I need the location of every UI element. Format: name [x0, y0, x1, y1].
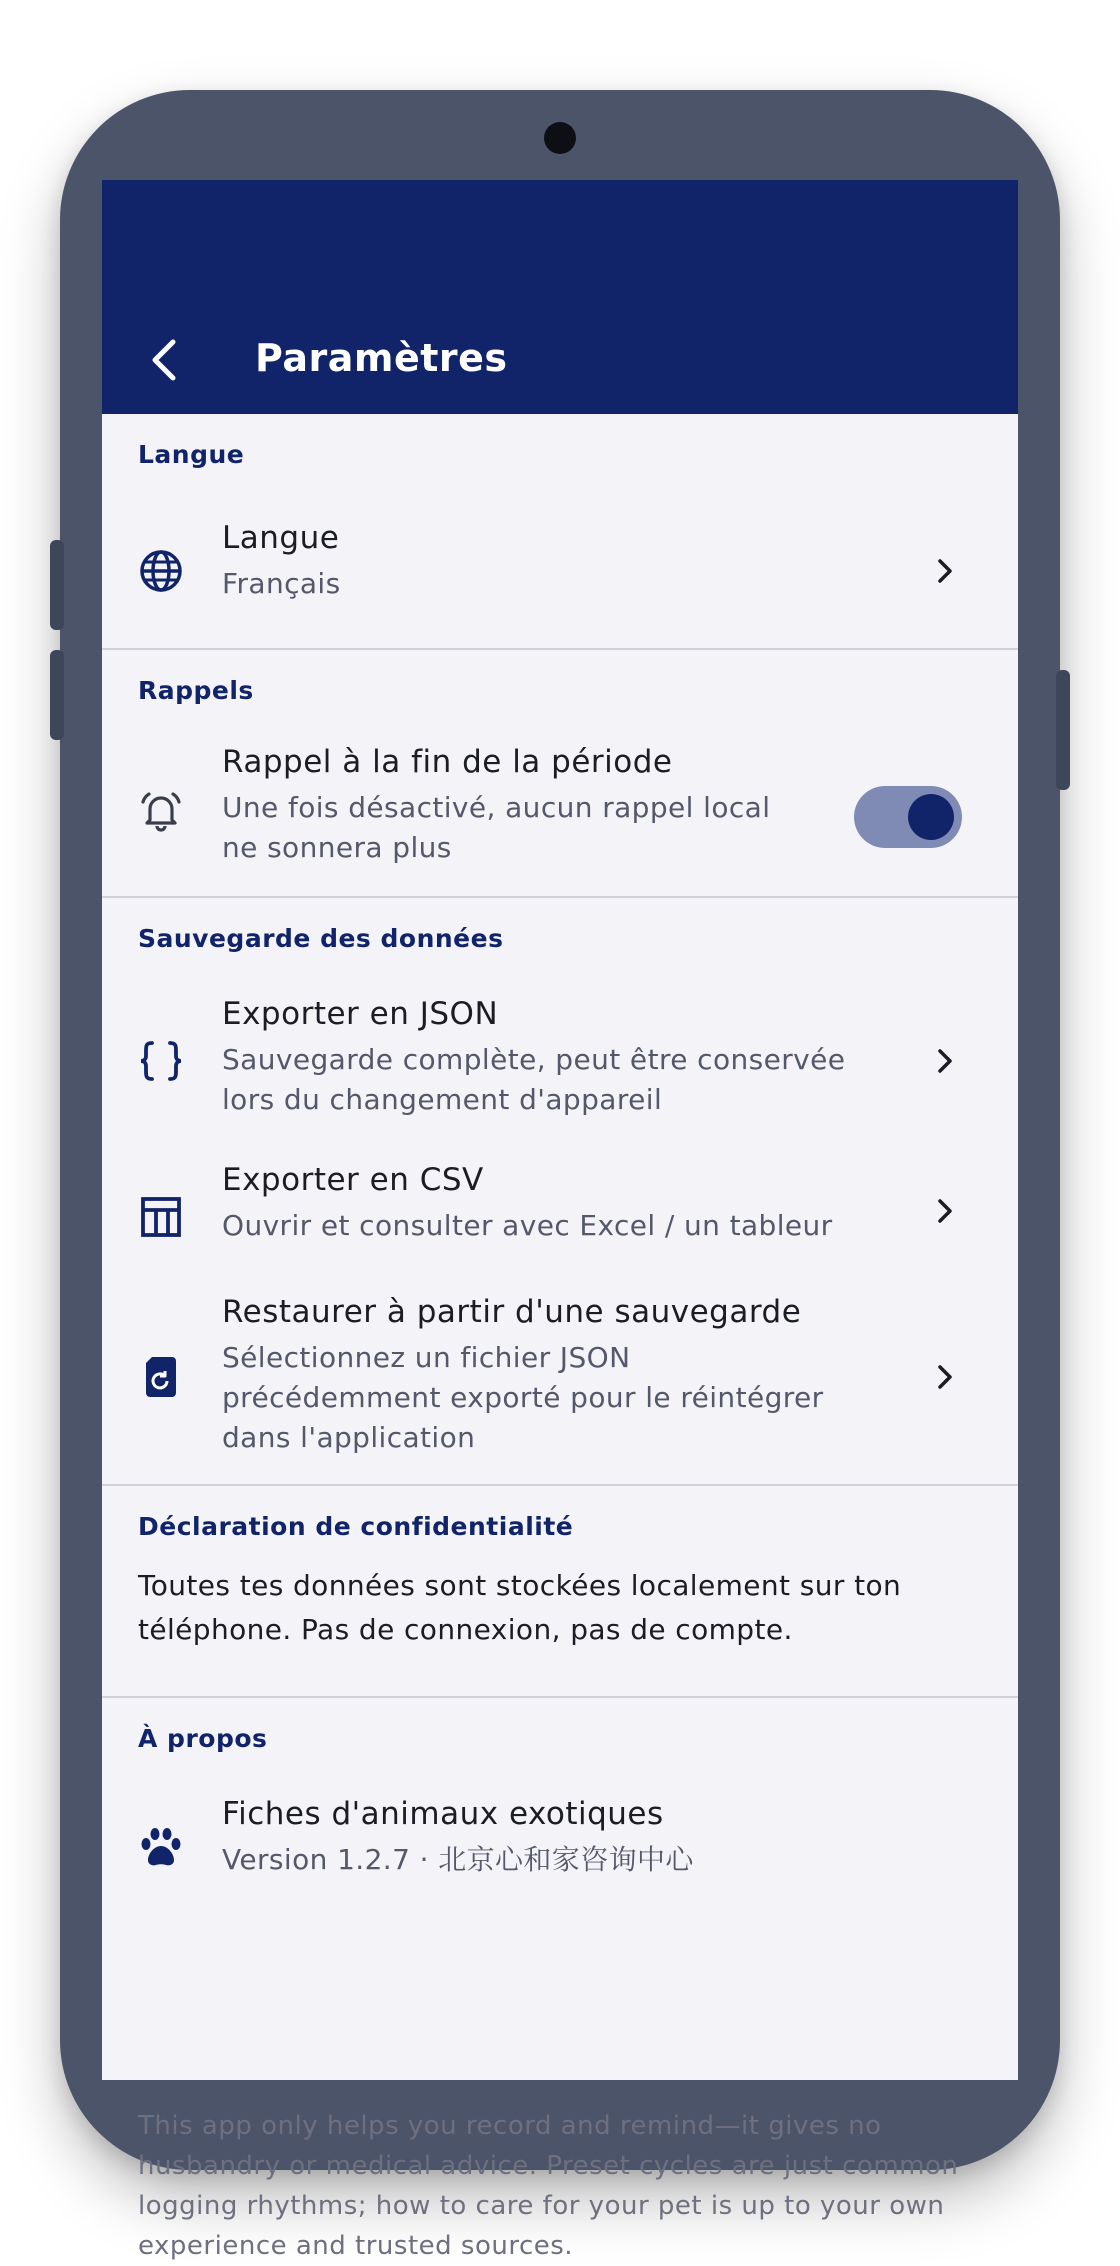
bell-icon — [138, 788, 184, 834]
section-header-backup: Sauvegarde des données — [138, 924, 504, 953]
disclaimer-line-3: logging rhythms; how to care for your pet is up to your own — [138, 2191, 945, 2221]
reminder-row-subtitle-1: Une fois désactivé, aucun rappel local — [222, 791, 771, 824]
section-header-language: Langue — [138, 440, 245, 469]
privacy-text-line-2: téléphone. Pas de connexion, pas de compte. — [138, 1613, 793, 1646]
divider — [102, 896, 1018, 898]
reminder-toggle[interactable] — [854, 786, 962, 848]
back-button[interactable] — [140, 330, 188, 390]
privacy-text-line-1: Toutes tes données sont stockées localement sur ton — [138, 1569, 902, 1602]
file-restore-icon — [138, 1354, 184, 1400]
export-json-subtitle-1: Sauvegarde complète, peut être conservée — [222, 1043, 846, 1076]
reminder-row-subtitle-2: ne sonnera plus — [222, 831, 452, 864]
restore-subtitle-2: précédemment exporté pour le réintégrer — [222, 1381, 824, 1414]
app-version: Version 1.2.7 · 北京心和家咨询中心 — [222, 1843, 694, 1876]
language-row-value: Français — [222, 567, 341, 600]
section-header-privacy: Déclaration de confidentialité — [138, 1512, 574, 1541]
privacy-text — [138, 1564, 988, 1652]
restore-subtitle-3: dans l'application — [222, 1421, 476, 1454]
section-header-reminders: Rappels — [138, 676, 254, 705]
export-csv-subtitle: Ouvrir et consulter avec Excel / un tableur — [222, 1209, 833, 1242]
export-json-title: Exporter en JSON — [222, 996, 499, 1032]
power-button — [1056, 670, 1070, 790]
export-csv-title: Exporter en CSV — [222, 1162, 484, 1198]
restore-title: Restaurer à partir d'une sauvegarde — [222, 1294, 802, 1330]
volume-up-button — [50, 540, 64, 630]
app-name: Fiches d'animaux exotiques — [222, 1796, 664, 1832]
front-camera — [544, 122, 576, 154]
disclaimer-line-1: This app only helps you record and remind—it gives no — [138, 2111, 882, 2141]
export-csv-row[interactable] — [102, 1148, 1018, 1280]
globe-icon — [138, 548, 184, 594]
disclaimer-text — [138, 2106, 998, 2266]
table-icon — [138, 1194, 184, 1240]
chevron-right-icon — [930, 556, 960, 586]
disclaimer-line-2: husbandry or medical advice. Preset cycles are just common — [138, 2151, 959, 2181]
app-bar — [102, 180, 1018, 414]
chevron-right-icon — [930, 1046, 960, 1076]
page-title: Paramètres — [255, 336, 508, 380]
divider — [102, 1484, 1018, 1486]
toggle-knob — [908, 794, 954, 840]
divider — [102, 648, 1018, 650]
chevron-right-icon — [930, 1196, 960, 1226]
arrow-left-icon — [147, 338, 181, 382]
chevron-right-icon — [930, 1362, 960, 1392]
restore-backup-row[interactable] — [102, 1280, 1018, 1480]
divider — [102, 1696, 1018, 1698]
section-header-about: À propos — [138, 1724, 268, 1753]
export-json-row[interactable] — [102, 980, 1018, 1142]
reminder-row[interactable] — [102, 732, 1018, 896]
screen — [102, 180, 1018, 2261]
restore-subtitle-1: Sélectionnez un fichier JSON — [222, 1341, 631, 1374]
disclaimer-line-4: experience and trusted sources. — [138, 2231, 574, 2261]
language-row-title: Langue — [222, 520, 340, 556]
volume-down-button — [50, 650, 64, 740]
about-app-row — [102, 1786, 1018, 1906]
reminder-row-title: Rappel à la fin de la période — [222, 744, 673, 780]
export-json-subtitle-2: lors du changement d'appareil — [222, 1083, 663, 1116]
language-row[interactable] — [102, 504, 1018, 648]
braces-icon — [138, 1038, 184, 1084]
paw-icon — [138, 1824, 184, 1870]
